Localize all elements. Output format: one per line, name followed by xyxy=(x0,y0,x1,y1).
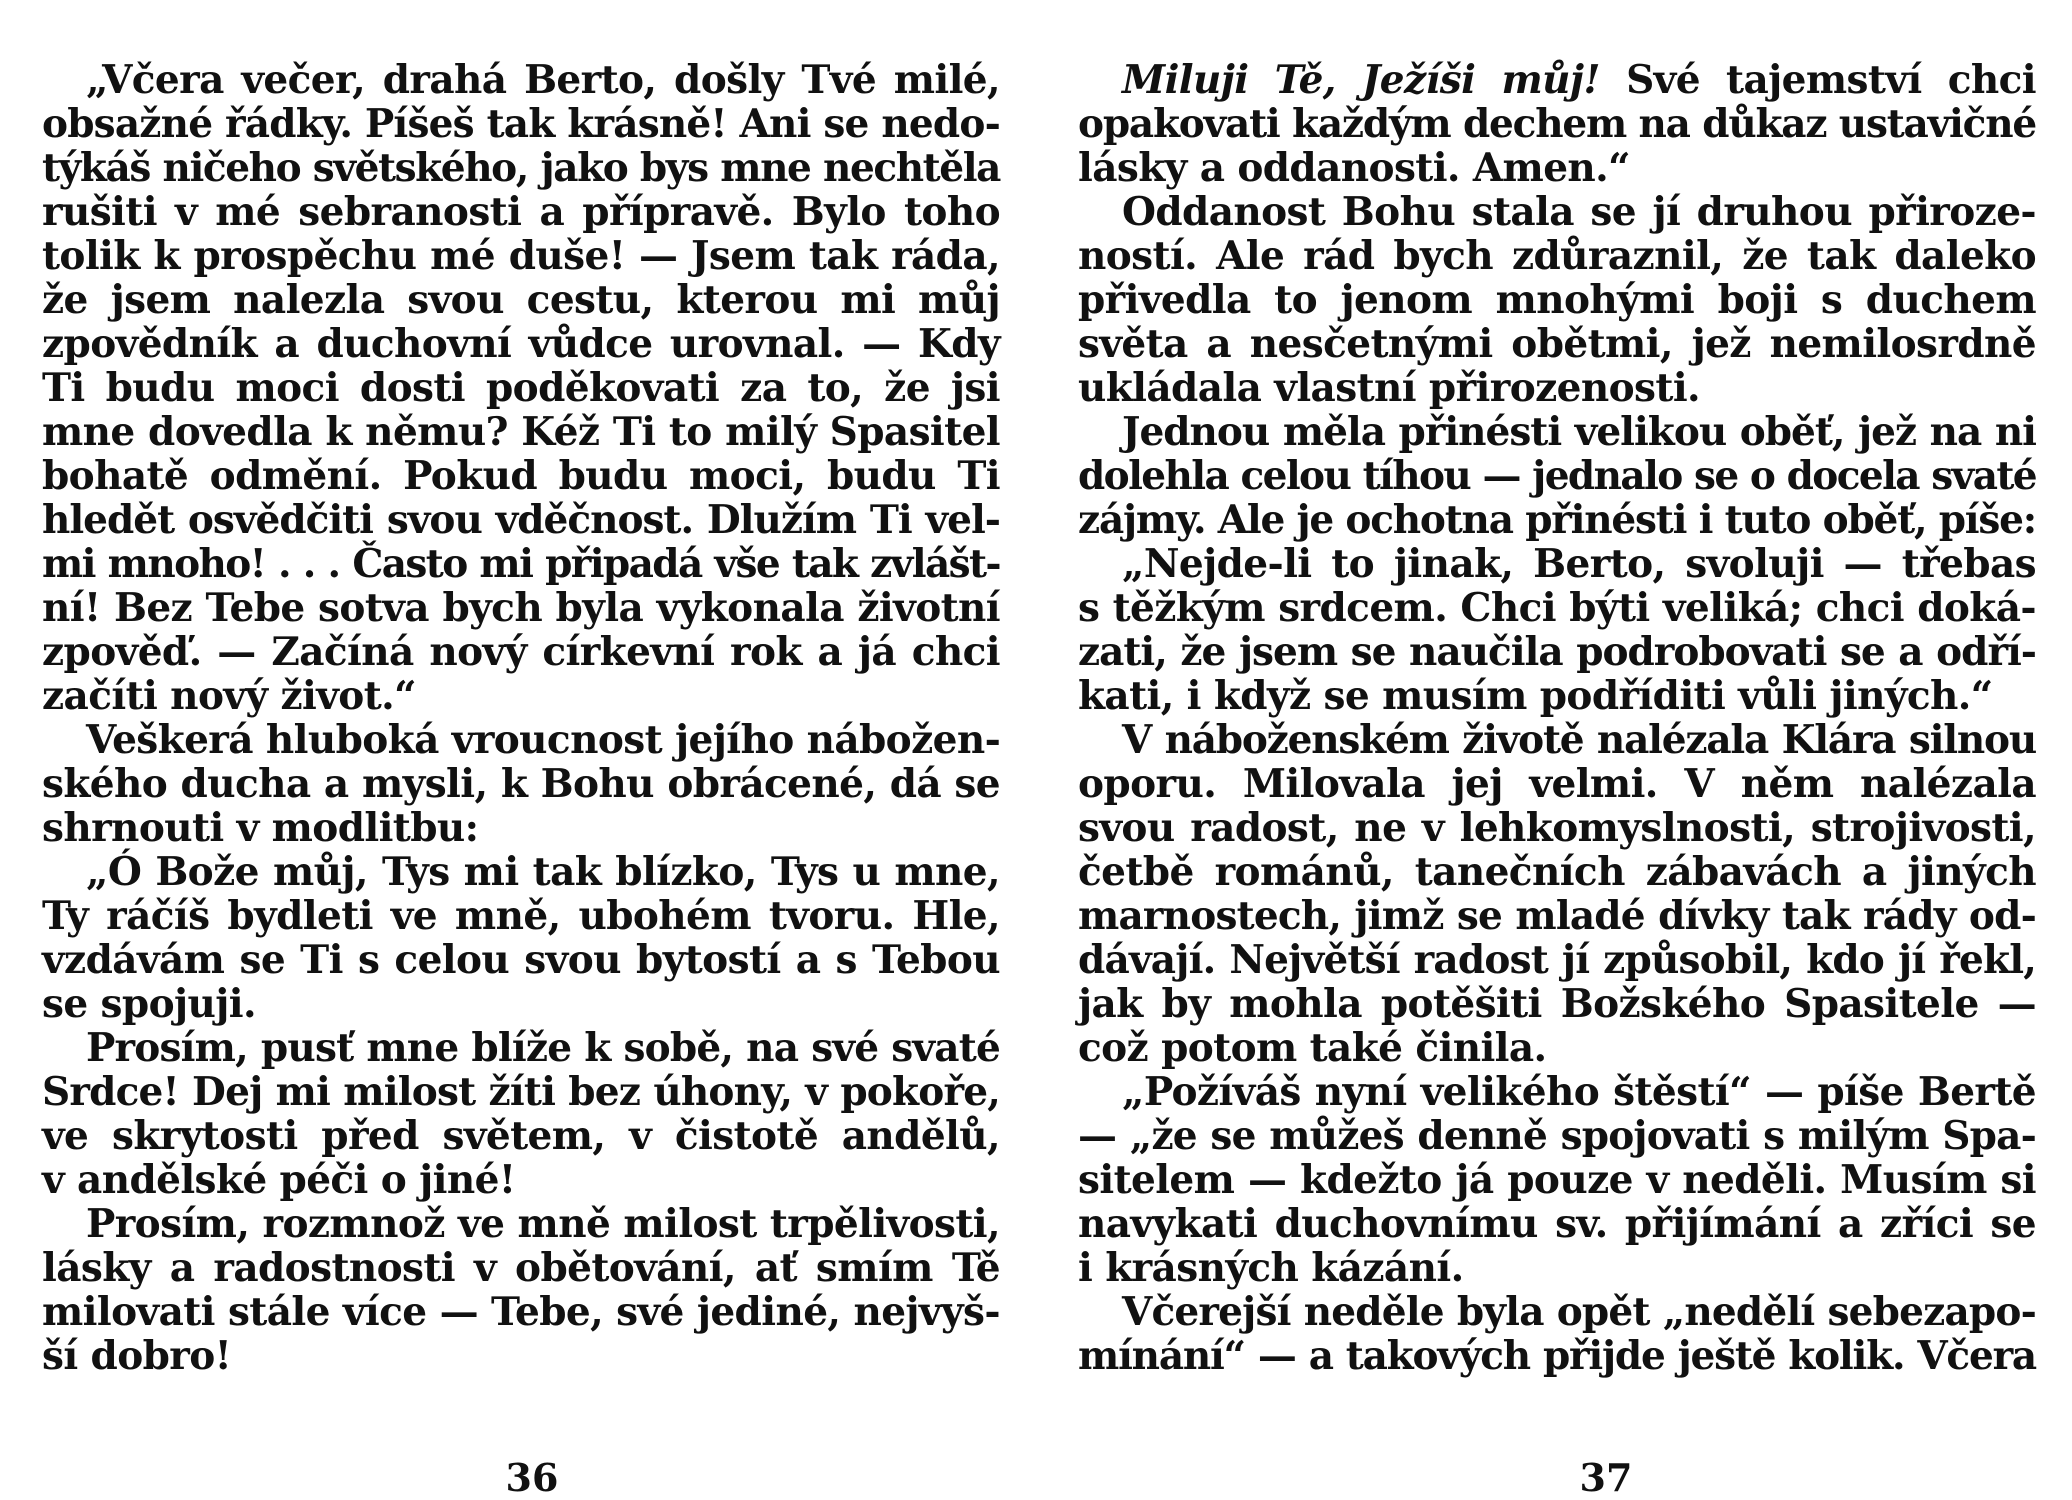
text-line: oporu. Milovala jej velmi. V něm nalézala xyxy=(1078,761,2036,807)
text-line: začíti nový život.“ xyxy=(42,673,416,719)
text-line: „Požíváš nyní velikého štěstí“ — píše Bertě xyxy=(1122,1069,2036,1115)
text-line: v andělské péči o jiné! xyxy=(42,1157,516,1203)
text-line: marnostech, jimž se mladé dívky tak rády od- xyxy=(1078,893,2036,939)
text-line xyxy=(1078,58,2036,102)
text-line: „Včera večer, drahá Berto, došly Tvé milé, xyxy=(86,57,1000,103)
text-line: V náboženském životě nalézala Klára silnou xyxy=(1122,717,2036,763)
page-number: 36 xyxy=(505,1455,559,1500)
text-line: rušiti v mé sebranosti a přípravě. Bylo toho xyxy=(42,189,1000,235)
text-line: ve skrytosti před světem, v čistotě andělů, xyxy=(42,1113,1000,1159)
text-line: „Nejde-li to jinak, Berto, svoluji — třebas xyxy=(1122,541,2036,587)
text-line: — „že se můžeš denně spojovati s milým Spa- xyxy=(1078,1113,2036,1159)
text-line: jak by mohla potěšiti Božského Spasitele — xyxy=(1078,981,2036,1027)
text-line: že jsem nalezla svou cestu, kterou mi můj xyxy=(42,277,1000,323)
text-line: Srdce! Dej mi milost žíti bez úhony, v pokoře, xyxy=(42,1069,1000,1115)
text-line: Prosím, pusť mne blíže k sobě, na své svaté xyxy=(86,1025,1000,1071)
text-line: ní! Bez Tebe sotva bych byla vykonala životní xyxy=(42,585,1000,631)
text-line: mne dovedla k němu? Kéž Ti to milý Spasitel xyxy=(42,409,1000,455)
text-line: ského ducha a mysli, k Bohu obrácené, dá se xyxy=(42,761,1000,807)
text-line: s těžkým srdcem. Chci býti veliká; chci doká- xyxy=(1078,585,2036,631)
text-line: zpověď. — Začíná nový církevní rok a já chci xyxy=(42,629,1000,675)
text-line: bohatě odmění. Pokud budu moci, budu Ti xyxy=(42,453,1000,499)
text-line: dolehla celou tíhou — jednalo se o docela svaté xyxy=(1078,453,2036,499)
text-line: mi mnoho! . . . Často mi připadá vše tak zvlášt- xyxy=(42,541,1000,587)
text-line: přivedla to jenom mnohými boji s duchem xyxy=(1078,277,2036,323)
italic-phrase: Miluji Tě, Ježíši můj! xyxy=(1122,57,1600,103)
text-line: Ty ráčíš bydleti ve mně, ubohém tvoru. Hle, xyxy=(42,893,1000,939)
left-page xyxy=(42,57,1001,1500)
text-line: lásky a oddanosti. Amen.“ xyxy=(1078,145,1630,191)
text-line: se spojuji. xyxy=(42,981,256,1027)
text-line: Prosím, rozmnož ve mně milost trpělivosti, xyxy=(86,1201,1000,1247)
text-line: ší dobro! xyxy=(42,1333,232,1379)
text-line: sitelem — kdežto já pouze v neděli. Musím si xyxy=(1078,1157,2036,1203)
text-line: opakovati každým dechem na důkaz ustavičné xyxy=(1078,101,2036,147)
text-line: ukládala vlastní přirozenosti. xyxy=(1078,365,1701,411)
text-line: zati, že jsem se naučila podrobovati se a odří- xyxy=(1078,629,2036,675)
text-line: tolik k prospěchu mé duše! — Jsem tak ráda, xyxy=(42,233,1000,279)
text-line: svou radost, ne v lehkomyslnosti, strojivosti, xyxy=(1078,805,2036,851)
text-line: mínání“ — a takových přijde ještě kolik. Včera xyxy=(1078,1333,2036,1379)
text-line: obsažné řádky. Píšeš tak krásně! Ani se nedo- xyxy=(42,101,1000,147)
text-line: lásky a radostnosti v obětování, ať smím Tě xyxy=(42,1245,1000,1291)
text-line: týkáš ničeho světského, jako bys mne nechtěla xyxy=(42,145,1000,191)
text-line: vzdávám se Ti s celou svou bytostí a s Tebou xyxy=(42,937,1000,983)
text-line: Oddanost Bohu stala se jí druhou přiroze- xyxy=(1122,189,2036,235)
text-line: zpovědník a duchovní vůdce urovnal. — Kdy xyxy=(42,321,1000,367)
text-line: zájmy. Ale je ochotna přinésti i tuto oběť, píše: xyxy=(1078,497,2036,543)
text-line: Ti budu moci dosti poděkovati za to, že jsi xyxy=(42,365,1000,411)
text-run: Své tajemství chci xyxy=(1599,57,2036,103)
text-line: hledět osvědčiti svou vděčnost. Dlužím Ti vel- xyxy=(42,497,1000,543)
page-number: 37 xyxy=(1579,1455,1633,1500)
text-line: Jednou měla přinésti velikou oběť, jež na ni xyxy=(1122,409,2036,455)
text-line: Veškerá hluboká vroucnost jejího nábožen- xyxy=(86,717,1001,763)
text-line: což potom také činila. xyxy=(1078,1025,1547,1071)
text-line: četbě románů, tanečních zábavách a jiných xyxy=(1078,849,2036,895)
text-line: i krásných kázání. xyxy=(1078,1245,1464,1291)
text-line: Včerejší neděle byla opět „nedělí sebezapo- xyxy=(1122,1289,2036,1335)
text-line: kati, i když se musím podříditi vůli jiných.“ xyxy=(1078,673,1993,719)
text-line: milovati stále více — Tebe, své jediné, nejvyš- xyxy=(42,1289,1000,1335)
text-line: dávají. Největší radost jí způsobil, kdo jí řekl, xyxy=(1078,937,2036,983)
text-line: navykati duchovnímu sv. přijímání a zříci se xyxy=(1078,1201,2036,1247)
text-line: světa a nesčetnými obětmi, jež nemilosrdně xyxy=(1078,321,2036,367)
text-line: „Ó Bože můj, Tys mi tak blízko, Tys u mne, xyxy=(86,849,1000,895)
text-line: ností. Ale rád bych zdůraznil, že tak daleko xyxy=(1078,233,2036,279)
text-line: shrnouti v modlitbu: xyxy=(42,805,479,851)
right-page xyxy=(1078,57,2036,1500)
